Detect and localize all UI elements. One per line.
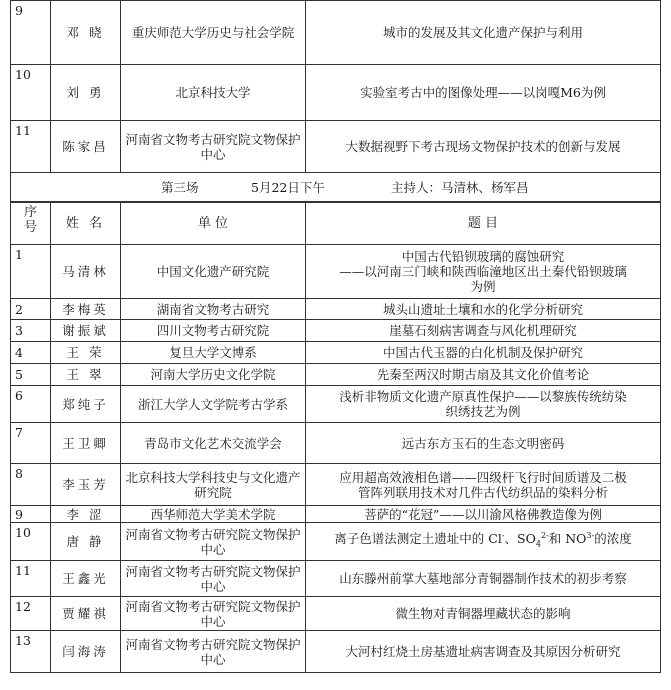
talk-title — [305, 422, 661, 464]
ion-title-part: 的浓度 — [594, 531, 632, 547]
institution: 复旦大学文博系 — [120, 341, 306, 364]
talk-title — [305, 385, 661, 423]
person-name: 王鑫光 — [50, 560, 121, 597]
ion-title-part: 3- — [586, 531, 595, 541]
talk-title-line: 管阵列联用技术对几件古代纺织品的染料分析 — [357, 484, 608, 500]
person-name: 李梅英 — [50, 298, 121, 320]
institution: 浙江大学人文学院考古学系 — [120, 385, 306, 423]
row-number: 10 — [10, 64, 51, 121]
institution: 青岛市文化艺术交流学会 — [120, 422, 306, 464]
ion-title-part: 离子色谱法测定土遗址中的 Cl — [334, 531, 502, 547]
talk-title-line: 中国古代玉器的白化机制及保护研究 — [382, 345, 583, 360]
institution: 河南省文物考古研究院文物保护中心 — [120, 596, 306, 631]
person-name: 唐 静 — [50, 522, 121, 561]
row-number: 10 — [10, 522, 51, 561]
row-number: 13 — [10, 630, 51, 673]
institution: 西华师范大学美术学院 — [120, 505, 306, 523]
talk-title — [305, 319, 661, 342]
institution: 河南省文物考古研究院文物保护中心 — [120, 630, 306, 673]
talk-title-line: 远古东方玉石的生态文明密码 — [401, 435, 565, 451]
session-host: 主持人：马清林、杨军昌 — [391, 180, 529, 195]
talk-title-line: 为例 — [470, 279, 496, 294]
row-number: 12 — [10, 596, 51, 631]
talk-title-line: 城头山遗址土壤和水的化学分析研究 — [382, 301, 583, 317]
person-name: 王卫卿 — [50, 422, 121, 464]
session-label: 第三场 — [161, 180, 199, 195]
institution: 中国文化遗产研究院 — [120, 244, 306, 299]
institution: 河南省文物考古研究院文物保护中心 — [120, 522, 306, 561]
talk-title-line: ——以河南三门峡和陕西临潼地区出土秦代铅钡玻璃 — [339, 264, 627, 279]
ion-title-part: 4 — [535, 539, 541, 549]
person-name: 邓 晓 — [50, 0, 121, 65]
person-name: 王 翠 — [50, 363, 121, 386]
row-number: 2 — [10, 298, 51, 320]
person-name: 郑纯子 — [50, 385, 121, 423]
person-name: 刘 勇 — [50, 64, 121, 121]
talk-title — [305, 505, 661, 523]
talk-title-line: 山东滕州前掌大墓地部分青铜器制作技术的初步考察 — [339, 571, 627, 586]
talk-title-line: 织绣技艺为例 — [445, 404, 521, 419]
talk-title — [305, 522, 661, 561]
row-number: 4 — [10, 341, 51, 364]
row-number: 3 — [10, 319, 51, 342]
talk-title — [305, 596, 661, 631]
talk-title — [305, 463, 661, 506]
person-name: 谢振斌 — [50, 319, 121, 342]
talk-title: 城市的发展及其文化遗产保护与利用 — [305, 0, 661, 65]
session-date: 5月22日下午 — [251, 180, 325, 195]
institution: 重庆师范大学历史与社会学院 — [120, 0, 306, 65]
talk-title-line: 大河村红烧土房基遗址病害调查及其原因分析研究 — [345, 644, 621, 659]
row-number: 11 — [10, 560, 51, 597]
person-name: 王 荣 — [50, 341, 121, 364]
session-row — [10, 172, 661, 202]
row-number: 8 — [10, 463, 51, 506]
ion-title-part: - — [501, 531, 505, 541]
talk-title — [305, 560, 661, 597]
talk-title — [305, 630, 661, 673]
row-number: 11 — [10, 120, 51, 173]
ion-title-part: 、SO — [504, 531, 536, 547]
institution: 河南省文物考古研究院文物保护中心 — [120, 560, 306, 597]
talk-title-line: 中国古代铅钡玻璃的腐蚀研究 — [401, 249, 565, 264]
person-name: 贾耀祺 — [50, 596, 121, 631]
institution: 北京科技大学 — [120, 64, 306, 121]
person-name: 陈家昌 — [50, 120, 121, 173]
talk-title: 大数据视野下考古现场文物保护技术的创新与发展 — [305, 120, 661, 173]
person-name: 李 涩 — [50, 505, 121, 523]
person-name: 闫海涛 — [50, 630, 121, 673]
ion-title-part: 和 NO — [548, 531, 587, 547]
institution: 四川文物考古研究院 — [120, 319, 306, 342]
institution: 北京科技大学科技史与文化遗产研究院 — [120, 463, 306, 506]
talk-title-line: 应用超高效液相色谱——四级杆飞行时间质谱及二极 — [339, 469, 627, 485]
talk-title-line: 微生物对青铜器埋藏状态的影响 — [395, 606, 571, 621]
talk-title — [305, 363, 661, 386]
row-number: 7 — [10, 422, 51, 464]
person-name: 马清林 — [50, 244, 121, 299]
institution: 湖南省文物考古研究 — [120, 298, 306, 320]
header-unit: 单 位 — [120, 202, 306, 245]
person-name: 李玉芳 — [50, 463, 121, 506]
talk-title: 实验室考古中的图像处理——以岗嘎M6为例 — [305, 64, 661, 121]
talk-title-line — [334, 531, 631, 552]
header-number: 序号 — [10, 202, 51, 245]
row-number: 1 — [10, 244, 51, 299]
institution: 河南大学历史文化学院 — [120, 363, 306, 386]
talk-title-line: 菩萨的“花冠”——以川渝风格佛教造像为例 — [364, 506, 602, 522]
row-number: 9 — [10, 505, 51, 523]
talk-title-line: 先秦至两汉时期古扇及其文化价值考论 — [376, 367, 590, 382]
row-number: 9 — [10, 0, 51, 65]
ion-title-part: 2- — [540, 531, 549, 541]
row-number: 5 — [10, 363, 51, 386]
talk-title-line: 浅析非物质文化遗产原真性保护——以黎族传统纺染 — [339, 389, 627, 404]
institution: 河南省文物考古研究院文物保护中心 — [120, 120, 306, 173]
header-title: 题 目 — [305, 202, 661, 245]
talk-title — [305, 298, 661, 320]
talk-title — [305, 244, 661, 299]
header-name: 姓 名 — [50, 202, 121, 245]
talk-title — [305, 341, 661, 364]
talk-title-line: 崖墓石刻病害调查与风化机理研究 — [389, 323, 577, 338]
program-table — [10, 0, 660, 688]
row-number: 6 — [10, 385, 51, 423]
